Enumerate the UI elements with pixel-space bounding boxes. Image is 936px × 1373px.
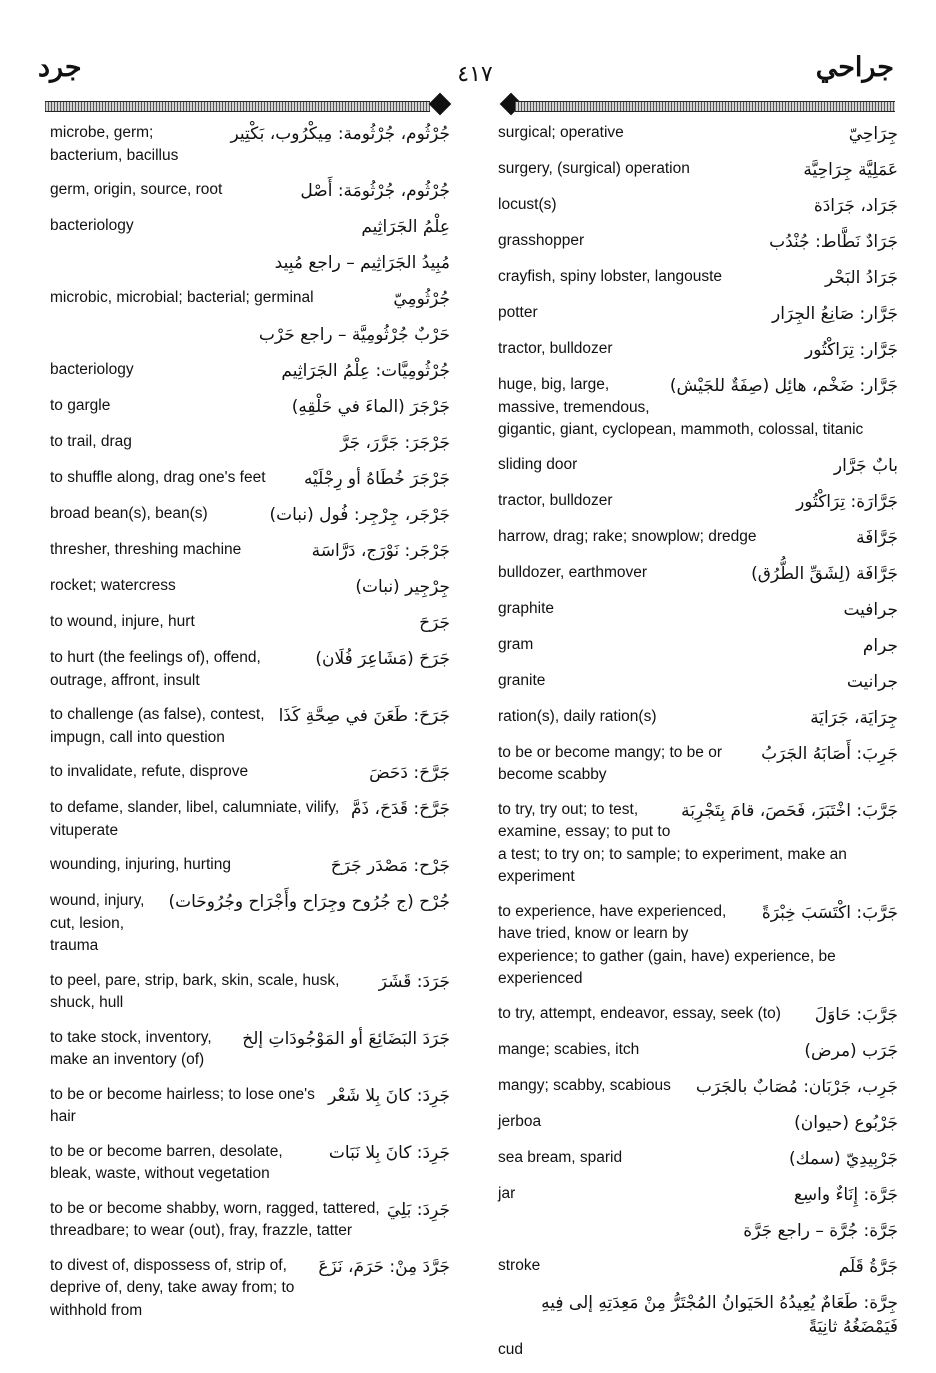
dictionary-entry	[498, 1183, 898, 1207]
dictionary-entry	[50, 1027, 450, 1072]
dictionary-entry	[50, 797, 450, 842]
dictionary-entry	[498, 1147, 898, 1171]
english-definition: microbe, germ; bacterium, bacillus	[50, 124, 179, 164]
dictionary-entry	[50, 890, 450, 958]
english-definition: to be or become mangy; to be or become scabby	[498, 743, 723, 783]
arabic-headword: عِلْمُ الجَرَاثِيم	[361, 217, 450, 237]
dictionary-entry	[50, 1255, 450, 1323]
arabic-headword: جُرْثُوم، جُرْثُومة: مِيكْرُوب، بَكْتِير	[230, 124, 450, 144]
arabic-headword: جَرَّةُ قَلَم	[838, 1256, 898, 1277]
right-column	[498, 122, 898, 1373]
dictionary-entry	[498, 1291, 898, 1362]
arabic-headword: جَرِب، جَرْبَان: مُصَابٌ بالجَرَب	[695, 1076, 898, 1097]
dictionary-entry	[50, 431, 450, 455]
arabic-headword: بابٌ جَرَّار	[833, 455, 898, 476]
english-definition: to wound, injure, hurt	[50, 613, 195, 630]
dictionary-entry	[498, 670, 898, 694]
arabic-headword: عَمَلِيَّة جِرَاحِيَّة	[803, 160, 898, 180]
arabic-headword: جَرَحَ	[419, 613, 450, 633]
dictionary-entry	[50, 395, 450, 419]
english-definition: to invalidate, refute, disprove	[50, 763, 249, 780]
english-definition: wound, injury, cut, lesion, trauma	[50, 892, 145, 954]
dictionary-entry	[50, 1198, 450, 1243]
dictionary-entry	[498, 194, 898, 218]
arabic-headword: جَرَحَ: طَعَنَ في صِحَّةِ كَذَا	[278, 706, 450, 726]
arabic-headword: جرام	[862, 635, 898, 656]
english-definition: germ, origin, source, root	[50, 181, 223, 198]
dictionary-entry	[50, 854, 450, 878]
header-rule-right	[515, 101, 895, 112]
english-definition: to try, try out; to test, examine, essay; to put to a test; to try on; to sample; to experiment, make an experiment	[498, 800, 847, 885]
english-definition: rocket; watercress	[50, 577, 176, 594]
english-definition: wounding, injuring, hurting	[50, 856, 231, 873]
arabic-headword: جِرْجِير (نبات)	[355, 577, 450, 597]
dictionary-entry	[498, 1219, 898, 1243]
dictionary-entry	[498, 901, 898, 991]
english-definition: mangy; scabby, scabious	[498, 1076, 671, 1094]
arabic-headword: جَرَّافَة	[856, 527, 898, 548]
dictionary-entry	[498, 374, 898, 442]
arabic-headword: جرانيت	[846, 671, 898, 692]
arabic-headword: جَرَّبَ: اخْتَبَرَ، فَحَصَ، قامَ بِتَجْرِبَة	[681, 800, 898, 821]
dictionary-entry	[50, 761, 450, 785]
arabic-headword: جَرْجَر: نَوْرَج، دَرَّاسَة	[311, 541, 450, 561]
arabic-headword: جَرَّدَ مِنْ: حَرَمَ، نَزَعَ	[318, 1256, 450, 1277]
page-number: ٤١٧	[457, 62, 493, 87]
dictionary-entry	[50, 970, 450, 1015]
arabic-headword: جَرْجَر، جِرْجِر: فُول (نبات)	[269, 505, 450, 525]
arabic-headword: جَرْبُوع (حيوان)	[794, 1112, 898, 1133]
arabic-headword: جَرَّافَة (لِشَقِّ الطُّرُق)	[751, 563, 898, 584]
arabic-headword: جَرَّارَة: تِرَاكْتُور	[796, 491, 898, 512]
dictionary-entry	[50, 251, 450, 275]
arabic-headword: جَرَّبَ: حَاوَلَ	[814, 1004, 898, 1025]
dictionary-entry	[50, 1141, 450, 1186]
english-definition: to trail, drag	[50, 433, 132, 450]
arabic-headword: جَرَدَ: قَشَرَ	[378, 971, 450, 992]
english-definition: broad bean(s), bean(s)	[50, 505, 208, 522]
english-definition: jar	[498, 1184, 516, 1202]
english-definition: locust(s)	[498, 196, 557, 213]
dictionary-entry	[498, 266, 898, 290]
guide-word-right: جراحي	[815, 52, 894, 83]
english-definition: bacteriology	[50, 361, 134, 378]
dictionary-entry	[50, 575, 450, 599]
english-definition: potter	[498, 304, 538, 321]
english-definition: thresher, threshing machine	[50, 541, 242, 558]
arabic-headword: جَرِبَ: أَصَابَهُ الجَرَبُ	[761, 743, 898, 764]
arabic-headword: جَرَادٌ نَطَّاط: جُنْدُب	[769, 232, 898, 252]
arabic-headword: جَرَّة: جُرَّة – راجع جَرَّة	[743, 1220, 898, 1241]
english-definition: gram	[498, 635, 534, 653]
dictionary-entry	[50, 467, 450, 491]
english-definition: to challenge (as false), contest, impugn, call into question	[50, 706, 265, 746]
dictionary-entry	[498, 158, 898, 182]
dictionary-entry	[498, 1111, 898, 1135]
english-definition: harrow, drag; rake; snowplow; dredge	[498, 527, 757, 545]
english-definition: to experience, have experienced, have tried, know or learn by experience; to gather (gain, have) experience, be experienced	[498, 902, 836, 987]
arabic-headword: جَرَادُ البَحْر	[825, 268, 898, 288]
arabic-headword: جُرْح (ج جُرُوح وجِرَاح وأَجْرَاح وجُرُوحَات)	[168, 892, 450, 912]
arabic-headword: جَرَّار: ضَخْم، هائِل (صِفَةٌ للجَيْش)	[669, 376, 898, 396]
dictionary-entry	[50, 647, 450, 692]
dictionary-entry	[498, 490, 898, 514]
arabic-headword: جرافيت	[843, 599, 898, 620]
arabic-headword: جِرَايَة، جَرَايَة	[810, 707, 898, 728]
guide-word-left: جرد	[38, 52, 82, 83]
dictionary-entry	[498, 799, 898, 889]
dictionary-entry	[50, 539, 450, 563]
arabic-headword: جَرَّة: إِنَاءٌ واسِع	[793, 1184, 898, 1205]
arabic-headword: جَرَحَ (مَشَاعِرَ فُلَان)	[315, 649, 450, 669]
arabic-headword: جَرْجَرَ: جَرَّرَ، جَرَّ	[340, 433, 450, 453]
arabic-headword: جَرْجَرَ (الماءَ في حَلْقِهِ)	[291, 397, 450, 417]
dictionary-entry	[50, 359, 450, 383]
arabic-headword: جَرَب (مرض)	[804, 1040, 898, 1061]
dictionary-entry	[498, 454, 898, 478]
dictionary-entry	[498, 1003, 898, 1027]
arabic-headword: جُرْثُوم، جُرْثُومَة: أَصْل	[300, 181, 450, 201]
dictionary-entry	[498, 1039, 898, 1063]
english-definition: to be or become shabby, worn, ragged, tattered, threadbare; to wear (out), fray, frazzle, tatter	[50, 1199, 380, 1239]
dictionary-entry	[498, 122, 898, 146]
arabic-headword: جَرْح: مَصْدَر جَرَحَ	[330, 856, 450, 876]
english-definition: to peel, pare, strip, bark, skin, scale, husk, shuck, hull	[50, 971, 340, 1011]
english-definition: sea bream, sparid	[498, 1148, 623, 1166]
english-definition: to be or become hairless; to lose one's hair	[50, 1085, 315, 1125]
english-definition: bulldozer, earthmover	[498, 563, 648, 581]
english-definition: microbic, microbial; bacterial; germinal	[50, 289, 314, 306]
english-definition: to take stock, inventory, make an inventory (of)	[50, 1028, 212, 1068]
dictionary-entry	[50, 287, 450, 311]
dictionary-entry	[498, 598, 898, 622]
arabic-headword: جَرِدَ: كانَ بِلا نَبَات	[328, 1142, 450, 1163]
english-definition: graphite	[498, 599, 555, 617]
english-definition: sliding door	[498, 455, 578, 473]
arabic-headword: جِرَاحِيّ	[848, 124, 898, 144]
arabic-headword: جَرَّار: تِرَاكْتُور	[804, 340, 898, 360]
dictionary-entry	[498, 302, 898, 326]
english-definition: to hurt (the feelings of), offend, outrage, affront, insult	[50, 649, 261, 689]
dictionary-entry	[498, 230, 898, 254]
page-header	[0, 0, 936, 120]
arabic-headword: جُرْثُومِيّ	[393, 289, 450, 309]
english-definition: surgery, (surgical) operation	[498, 160, 690, 177]
english-definition: granite	[498, 671, 546, 689]
arabic-headword: جُرْثُومِيَّات: عِلْمُ الجَرَاثِيم	[281, 361, 450, 381]
arabic-headword: جَرْجَرَ خُطَاهُ أو رِجْلَيْه	[303, 469, 450, 489]
dictionary-entry	[50, 122, 450, 167]
arabic-headword: جِرَّة: طَعَامٌ يُعِيدُهُ الحَيَوانُ المُجْتَرُّ مِنْ مَعِدَتِهِ إلى فِيهِ فَيَمْضَغُهُ ثانِيَةً	[541, 1292, 898, 1337]
dictionary-entry	[50, 1084, 450, 1129]
english-definition: cud	[498, 1340, 523, 1358]
english-definition: huge, big, large, massive, tremendous, gigantic, giant, cyclopean, mammoth, colossal, titanic	[498, 376, 864, 438]
dictionary-entry	[498, 1255, 898, 1279]
diamond-ornament-left	[429, 93, 452, 116]
dictionary-entry	[498, 742, 898, 787]
english-definition: to gargle	[50, 397, 111, 414]
english-definition: stroke	[498, 1256, 541, 1274]
dictionary-entry	[50, 704, 450, 749]
dictionary-entry	[50, 503, 450, 527]
arabic-headword: جَرَّار: صَانِعُ الجِرَار	[772, 304, 898, 324]
arabic-headword: جَرَاد، جَرَادَة	[813, 196, 898, 216]
arabic-headword: حَرْبٌ جُرْثُومِيَّة – راجع حَرْب	[258, 325, 450, 345]
english-definition: bacteriology	[50, 217, 134, 234]
dictionary-entry	[50, 611, 450, 635]
english-definition: to shuffle along, drag one's feet	[50, 469, 266, 486]
dictionary-entry	[50, 179, 450, 203]
arabic-headword: جَرَّحَ: قَدَحَ، ذَمَّ	[350, 799, 450, 819]
english-definition: crayfish, spiny lobster, langouste	[498, 268, 723, 285]
header-rule-left	[45, 101, 430, 112]
left-column	[50, 122, 450, 1334]
english-definition: to divest of, dispossess of, strip of, deprive of, deny, take away from; to withhold from	[50, 1256, 295, 1319]
english-definition: jerboa	[498, 1112, 542, 1130]
dictionary-entry	[498, 706, 898, 730]
arabic-headword: جَرَّبَ: اكْتَسَبَ خِبْرَةً	[761, 902, 898, 923]
dictionary-entry	[498, 338, 898, 362]
dictionary-entry	[498, 562, 898, 586]
english-definition: to try, attempt, endeavor, essay, seek (to)	[498, 1004, 781, 1022]
arabic-headword: جَرِدَ: بَلِيَ	[386, 1199, 450, 1220]
english-definition: tractor, bulldozer	[498, 491, 613, 509]
arabic-headword: جَرْبِيدِيّ (سمك)	[788, 1148, 898, 1169]
english-definition: tractor, bulldozer	[498, 340, 613, 357]
dictionary-entry	[498, 1075, 898, 1099]
dictionary-entry	[50, 323, 450, 347]
arabic-headword: جَرَدَ البَضَائِعَ أو المَوْجُودَاتِ إلخ	[242, 1028, 450, 1049]
english-definition: grasshopper	[498, 232, 585, 249]
english-definition: to defame, slander, libel, calumniate, vilify, vituperate	[50, 799, 340, 839]
english-definition: ration(s), daily ration(s)	[498, 707, 657, 725]
arabic-headword: مُبِيدُ الجَرَاثِيم – راجع مُبِيد	[274, 253, 450, 273]
arabic-headword: جَرِدَ: كانَ بِلا شَعْر	[328, 1085, 450, 1106]
dictionary-entry	[50, 215, 450, 239]
english-definition: to be or become barren, desolate, bleak, waste, without vegetation	[50, 1142, 283, 1182]
dictionary-entry	[498, 526, 898, 550]
dictionary-entry	[498, 634, 898, 658]
english-definition: mange; scabies, itch	[498, 1040, 640, 1058]
english-definition: surgical; operative	[498, 124, 624, 141]
arabic-headword: جَرَّحَ: دَحَضَ	[369, 763, 450, 783]
